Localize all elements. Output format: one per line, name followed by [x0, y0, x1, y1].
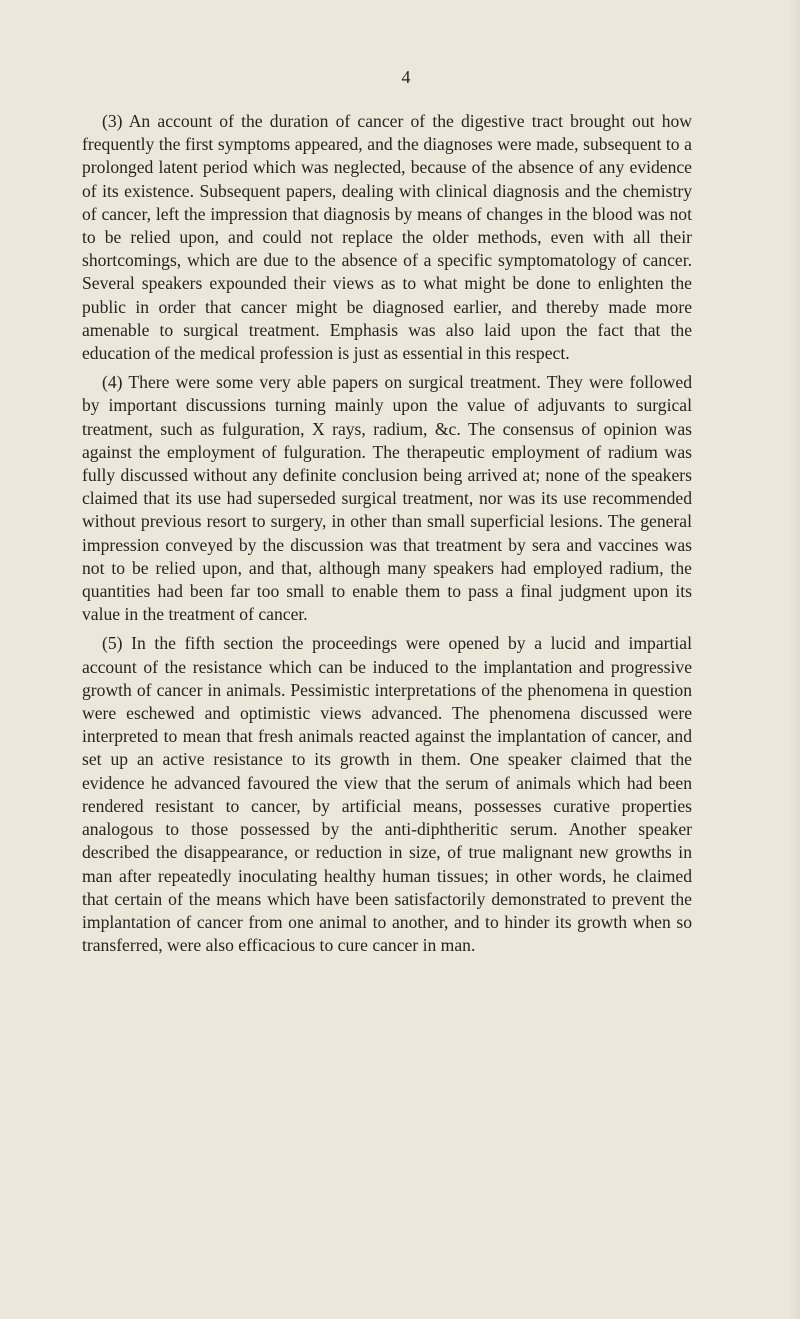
- paragraph-5: (5) In the fifth section the proceedings were opened by a lucid and impartial account of the resistance which can be induced to the implantation and progressive growth of cancer in animals. Pessimistic interpretations of the phenomena in question were eschewed and optimistic views advanced. The phenomena discussed were interpreted to mean that fresh animals reacted against the implantation of cancer, and set up an active resistance to its growth in them. One speaker claimed that the evidence he advanced favoured the view that the serum of animals which had been rendered resistant to cancer, by artificial means, possesses curative properties analogous to those possessed by the anti-diphtheritic serum. Another speaker described the disappearance, or reduction in size, of true malignant new growths in man after repeatedly inoculating healthy human tissues; in other words, he claimed that certain of the means which have been satisfactorily demonstrated to prevent the implantation of cancer from one animal to another, and to hinder its growth when so transferred, were also efficacious to cure cancer in man.: [82, 633, 692, 956]
- body-text: [82, 110, 692, 963]
- paragraph-3: (3) An account of the duration of cancer of the digestive tract brought out how frequently the first symptoms appeared, and the diagnoses were made, subsequent to a prolonged latent period which was neglected, because of the absence of any evidence of its existence. Subsequent papers, dealing with clinical diagnosis and the chemistry of cancer, left the impression that diagnosis by means of changes in the blood was not to be relied upon, and could not replace the older methods, even with all their shortcomings, which are due to the absence of a specific symptomatology of cancer. Several speakers expounded their views as to what might be done to enlighten the public in order that cancer might be diagnosed earlier, and thereby made more amenable to surgical treatment. Emphasis was also laid upon the fact that the education of the medical profession is just as essential in this respect.: [82, 111, 692, 364]
- page-edge-shadow: [788, 0, 800, 1319]
- paragraph-4: (4) There were some very able papers on surgical treatment. They were followed by important discussions turning mainly upon the value of adjuvants to surgical treatment, such as fulguration, X rays, radium, &c. The consensus of opinion was against the employment of fulguration. The therapeutic employment of radium was fully discussed without any definite conclusion being arrived at; none of the speakers claimed that its use had superseded surgical treatment, nor was its use recommended without previous resort to surgery, in other than small superficial lesions. The general impression conveyed by the discussion was that treatment by sera and vaccines was not to be relied upon, and that, although many speakers had employed radium, the quantities had been far too small to enable them to pass a final judgment upon its value in the treatment of cancer.: [82, 372, 692, 625]
- page-number: 4: [401, 67, 411, 87]
